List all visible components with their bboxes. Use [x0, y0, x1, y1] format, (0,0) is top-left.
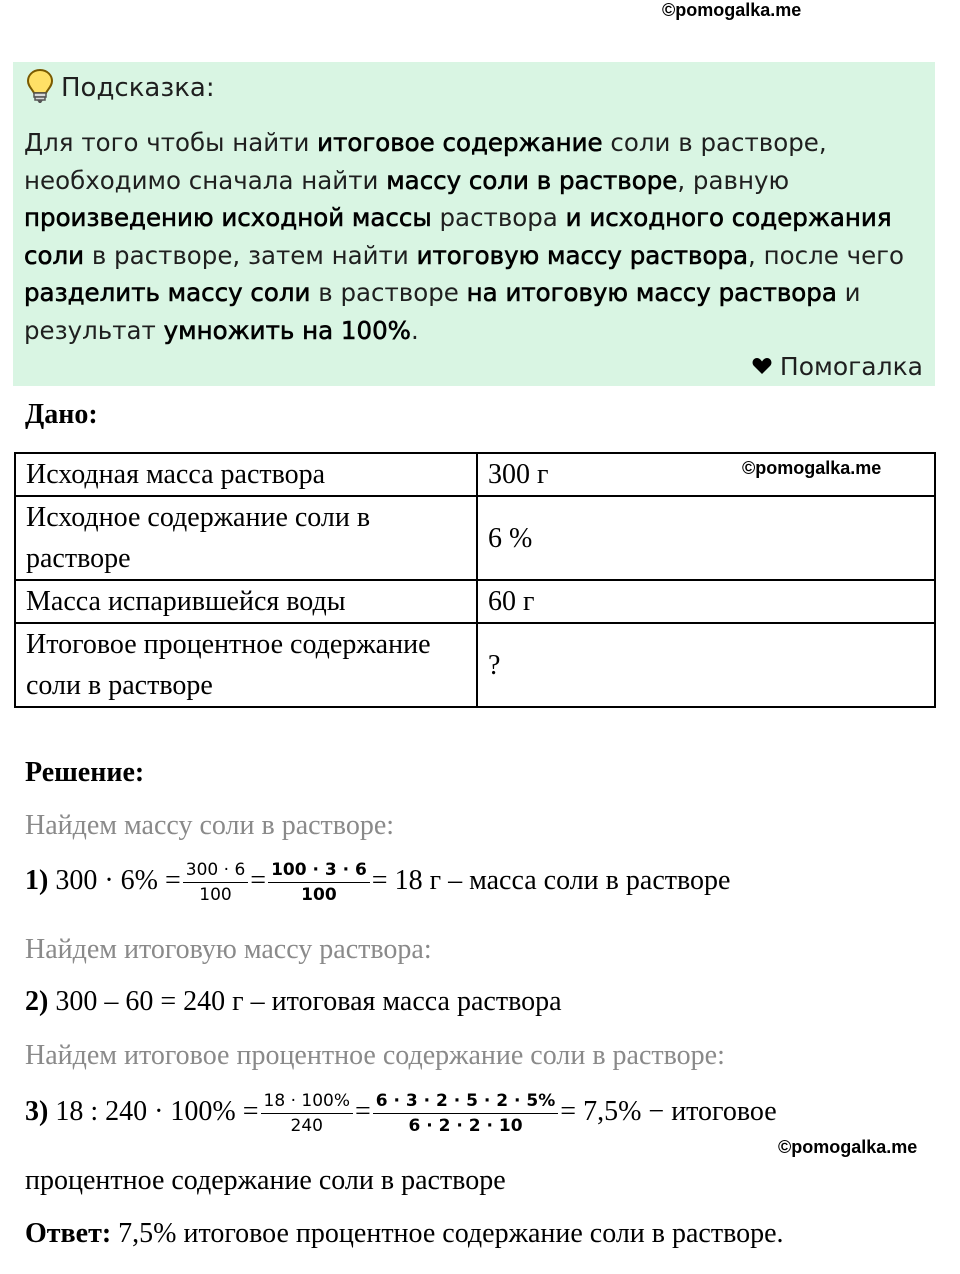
step3-number: 3): [25, 1095, 49, 1127]
step1-number: 1): [25, 864, 49, 896]
fraction-numerator: 100 · 3 · 6: [268, 858, 370, 883]
hint-segment: , после чего: [748, 240, 904, 270]
step2-line: [25, 986, 562, 1018]
given-name: Масса испарившейся воды: [15, 580, 477, 623]
watermark: ©pomogalka.me: [778, 1137, 918, 1157]
fraction-numerator: 18 · 100%: [261, 1089, 353, 1114]
hint-emphasis: произведению исходной массы: [24, 203, 432, 232]
hint-segment: соли в растворе, необходимо сначала найти: [24, 128, 827, 195]
fraction-numerator: 6 · 3 · 2 · 5 · 2 · 5%: [373, 1089, 558, 1114]
lightbulb-icon: [25, 68, 55, 108]
hint-box: [13, 62, 935, 386]
given-name: Исходное содержание соли в растворе: [15, 496, 477, 580]
fraction: [183, 858, 248, 907]
heart-icon: [752, 352, 772, 381]
fraction: [373, 1089, 558, 1138]
step2-intro: Найдем итоговую массу раствора:: [25, 934, 432, 965]
hint-title: Подсказка:: [61, 73, 215, 103]
hint-emphasis: массу соли в растворе: [386, 165, 678, 195]
hint-segment: , равную: [677, 165, 790, 195]
hint-emphasis: на итоговую массу раствора: [466, 278, 837, 307]
table-row: [15, 623, 935, 707]
hint-emphasis: итоговое содержание: [317, 128, 603, 157]
given-label: Дано:: [25, 399, 98, 430]
fraction: [268, 858, 370, 907]
step3-lhs: 18 : 240 · 100% =: [55, 1095, 259, 1127]
answer-label: Ответ:: [25, 1218, 112, 1249]
fraction-denominator: 6 · 2 · 2 · 10: [408, 1116, 523, 1136]
watermark: ©pomogalka.me: [662, 0, 802, 20]
hint-segment: Для того чтобы найти: [24, 128, 318, 157]
solution-label: Решение:: [25, 757, 145, 788]
hint-emphasis: итоговую массу раствора: [416, 240, 749, 270]
given-name: Исходная масса раствора: [15, 453, 477, 496]
table-row: [15, 580, 935, 623]
step3-rhs: = 7,5% − итоговое: [560, 1095, 777, 1127]
hint-segment: в растворе: [310, 278, 467, 307]
hint-emphasis: умножить на 100%: [163, 315, 411, 345]
step1-intro: Найдем массу соли в растворе:: [25, 810, 395, 841]
given-value: 6 %: [477, 496, 935, 580]
step1-line: 1) 300 · 6% = $\frac{300 \cdot 6}{100}$ = $\frac{100 \cdot 3 \cdot 6}{100}$ = 18 г – масса соли в растворе: [25, 860, 731, 905]
hint-emphasis: разделить массу соли: [24, 278, 311, 307]
watermark: ©pomogalka.me: [742, 458, 882, 478]
hint-header: [25, 68, 215, 108]
hint-segment: раствора: [431, 203, 566, 232]
hint-segment: в растворе, затем найти: [84, 240, 417, 270]
fraction: [261, 1089, 353, 1138]
step2-text: 300 – 60 = 240 г – итоговая масса раствора: [55, 986, 562, 1017]
hint-segment: .: [410, 315, 419, 345]
hint-text: [24, 124, 924, 349]
step3-line: 3) 18 : 240 · 100% = $\frac{18 \cdot 100\%}{240}$ = $\frac{6 \cdot 3 \cdot 2 \cdot 5 \cdot 2 \cdot 5\%}{6 \cdot 2 \cdot 2 \cdot 10}$ = 7,5% − итоговое: [25, 1091, 777, 1136]
table-row: [15, 496, 935, 580]
given-name: Итоговое процентное содержание соли в растворе: [15, 623, 477, 707]
answer-line: [25, 1218, 784, 1250]
given-table: [14, 452, 936, 708]
step2-number: 2): [25, 986, 49, 1017]
step1-rhs: = 18 г – масса соли в растворе: [371, 864, 731, 896]
signature: [752, 352, 923, 381]
given-value: ?: [477, 623, 935, 707]
fraction-denominator: 100: [199, 885, 232, 905]
step3-intro: Найдем итоговое процентное содержание соли в растворе:: [25, 1040, 725, 1071]
answer-text: 7,5% итоговое процентное содержание соли в растворе.: [111, 1218, 784, 1249]
fraction-denominator: 240: [290, 1116, 323, 1136]
step3-continuation: процентное содержание соли в растворе: [25, 1165, 506, 1196]
step1-lhs: 300 · 6% =: [55, 864, 181, 896]
fraction-denominator: 100: [301, 885, 337, 905]
given-value: 300 г: [477, 453, 935, 496]
fraction-numerator: 300 · 6: [183, 858, 248, 883]
hint-emphasis: и исходного содержания соли: [24, 203, 892, 270]
given-value: 60 г: [477, 580, 935, 623]
hint-segment: и результат: [24, 278, 861, 345]
signature-text: Помогалка: [779, 352, 923, 381]
